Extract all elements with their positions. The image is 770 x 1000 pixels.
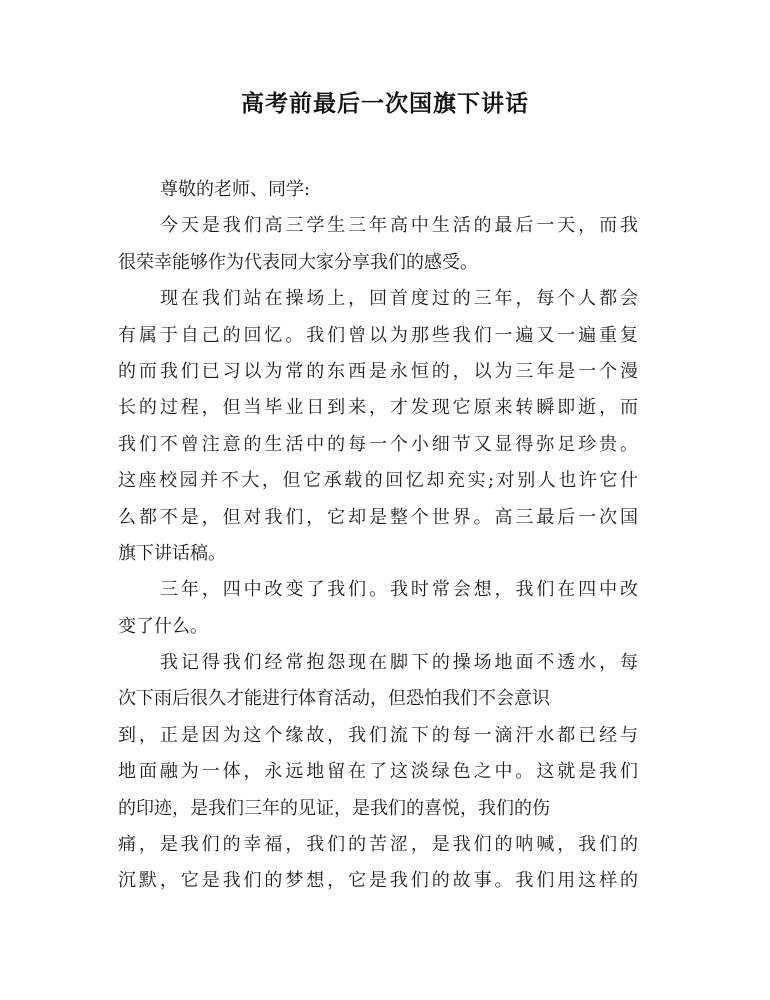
- document-body: [118, 172, 638, 900]
- text-line: 变了什么。: [118, 615, 208, 637]
- text-line: 地面融为一体，永远地留在了这淡绿色之中。这就是我们: [118, 761, 638, 783]
- text-line: 长的过程，但当毕业日到来，才发现它原来转瞬即逝，而: [118, 397, 638, 419]
- text-line: 我们不曾注意的生活中的每一个小细节又显得弥足珍贵。: [118, 433, 638, 455]
- text-line: 到，正是因为这个缘故，我们流下的每一滴汗水都已经与: [118, 724, 638, 746]
- text-line: 这座校园并不大，但它承载的回忆却充实;对别人也许它什: [118, 470, 638, 492]
- text-line: 很荣幸能够作为代表同大家分享我们的感受。: [118, 251, 478, 273]
- text-line: 尊敬的老师、同学:: [160, 179, 311, 200]
- text-line: 沉默，它是我们的梦想，它是我们的故事。我们用这样的: [118, 870, 638, 892]
- text-line: 么都不是，但对我们，它却是整个世界。高三最后一次国: [118, 506, 638, 528]
- text-line: 现在我们站在操场上，回首度过的三年，每个人都会: [160, 288, 638, 310]
- text-line: 今天是我们高三学生三年高中生活的最后一天，而我: [160, 215, 638, 237]
- text-line: 的而我们已习以为常的东西是永恒的，以为三年是一个漫: [118, 360, 638, 382]
- text-line: 我记得我们经常抱怨现在脚下的操场地面不透水，每: [160, 652, 638, 674]
- text-line: 的印迹，是我们三年的见证，是我们的喜悦，我们的伤: [118, 797, 550, 819]
- text-line: 旗下讲话稿。: [118, 542, 226, 564]
- document-title: 高考前最后一次国旗下讲话: [241, 91, 529, 117]
- text-line: 有属于自己的回忆。我们曾以为那些我们一遍又一遍重复: [118, 324, 638, 346]
- text-line: 痛，是我们的幸福，我们的苦涩，是我们的呐喊，我们的: [118, 834, 638, 856]
- text-line: 次下雨后很久才能进行体育活动，但恐怕我们不会意识: [118, 688, 550, 710]
- text-line: 三年，四中改变了我们。我时常会想，我们在四中改: [160, 579, 638, 601]
